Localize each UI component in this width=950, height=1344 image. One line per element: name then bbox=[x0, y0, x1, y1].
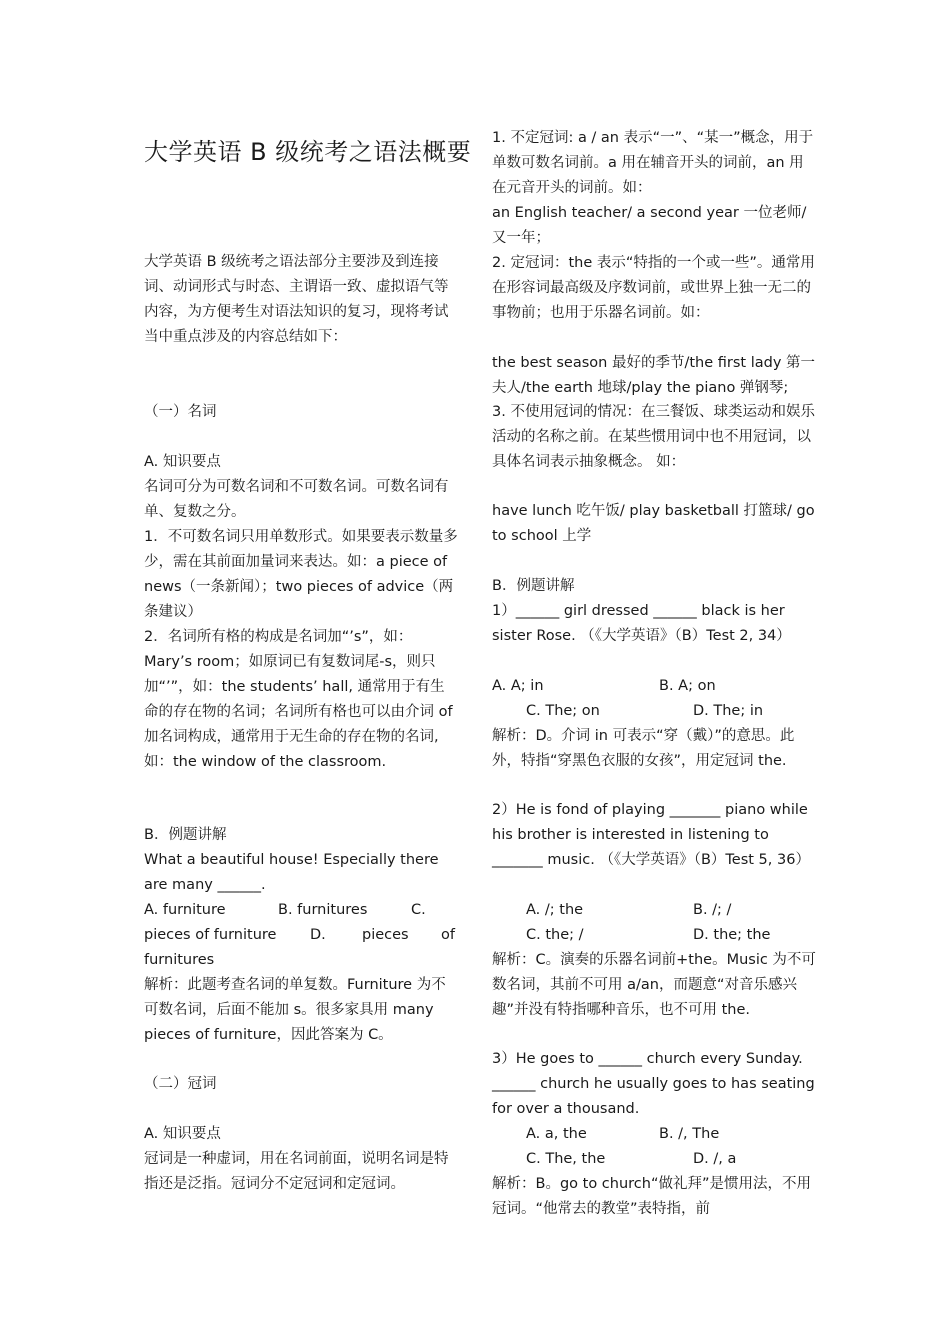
question-2: 2）He is fond of playing _______ piano while his brother is interested in listening to _______ music. （《大学英语》（B）Test 5, 36） bbox=[492, 802, 810, 868]
q3-explanation: 解析：B。go to church“做礼拜”是惯用法，不用冠词。“他常去的教堂”表特指，前 bbox=[492, 1176, 811, 1217]
nouns-paragraph-1: 名词可分为可数名词和不可数名词。可数名词有单、复数之分。 bbox=[144, 479, 449, 520]
option-d-text-3: furnitures bbox=[144, 952, 215, 968]
option-c-text: pieces of furniture bbox=[144, 927, 277, 943]
intro-paragraph: 大学英语 B 级统考之语法部分主要涉及到连接词、动词形式与时态、主谓语一致、虚拟语气等内容，为方便考生对语法知识的复习，现将考试当中重点涉及的内容总结如下： bbox=[144, 254, 449, 345]
nouns-paragraph-2: 1．不可数名词只用单数形式。如果要表示数量多少，需在其前面加量词来表达。如：a piece of news（一条新闻）；two pieces of advice（两条建议） bbox=[144, 529, 458, 620]
q1-option-a: A. A; in bbox=[492, 678, 544, 694]
q2-explanation: 解析：C。演奏的乐器名词前+the。Music 为不可数名词，其前不可用 a/an，而题意“对音乐感兴趣”并没有特指哪种音乐，也不可用 the. bbox=[492, 952, 816, 1018]
indefinite-article-paragraph: 1. 不定冠词: a / an 表示“一”、“某一”概念，用于单数可数名词前。a 用在辅音开头的词前，an 用在元音开头的词前。如： bbox=[492, 130, 814, 196]
definite-article-paragraph: 2. 定冠词：the 表示“特指的一个或一些”。通常用在形容词最高级及序数词前，或世界上独一无二的事物前；也用于乐器名词前。如： bbox=[492, 255, 815, 321]
section-nouns-heading: （一）名词 bbox=[144, 404, 217, 420]
nouns-paragraph-3: 2．名词所有格的构成是名词加“’s”，如：Mary’s room；如原词已有复数词尾-s，则只加“’”，如：the students’ hall, 通常用于有生命的存在物的名词；名词所有格也可以由介词 of 加名词构成，通常用于无生命的存在物的名词, 如：the window of the classroom. bbox=[144, 629, 453, 770]
example-explanation: 解析：此题考查名词的单复数。Furniture 为不可数名词，后面不能加 s。很多家具用 many pieces of furniture，因此答案为 C。 bbox=[144, 977, 446, 1043]
no-article-paragraph: 3. 不使用冠词的情况：在三餐饭、球类运动和娱乐活动的名称之前。在某些惯用词中也不用冠词，以具体名词表示抽象概念。 如： bbox=[492, 404, 815, 470]
question-3: 3）He goes to ______ church every Sunday. ______ church he usually goes to has seating for over a thousand. bbox=[492, 1051, 815, 1117]
articles-paragraph-1: 冠词是一种虚词，用在名词前面，说明名词是特指还是泛指。冠词分不定冠词和定冠词。 bbox=[144, 1151, 449, 1192]
question-1: 1）______ girl dressed ______ black is her sister Rose. （《大学英语》（B）Test 2, 34） bbox=[492, 603, 791, 644]
q2-option-a: A. /; the bbox=[526, 902, 584, 918]
option-a: A. furniture bbox=[144, 902, 226, 918]
q3-option-b: B. /, The bbox=[659, 1126, 720, 1142]
indefinite-article-example: an English teacher/ a second year 一位老师/ 又一年； bbox=[492, 205, 807, 246]
q3-option-d: D. /, a bbox=[693, 1151, 737, 1167]
q3-option-c: C. The, the bbox=[526, 1151, 606, 1167]
q1-option-b: B. A; on bbox=[659, 678, 716, 694]
example-question: What a beautiful house! Especially there are many ______. bbox=[144, 852, 439, 893]
knowledge-points-heading: A. 知识要点 bbox=[144, 454, 221, 470]
q1-option-d: D. The; in bbox=[693, 703, 764, 719]
option-c-label: C. bbox=[411, 902, 426, 918]
option-d-text-2: of bbox=[441, 927, 455, 943]
knowledge-points-heading-2: A. 知识要点 bbox=[144, 1126, 221, 1142]
option-d-text: pieces bbox=[362, 927, 409, 943]
option-d-label: D. bbox=[310, 927, 326, 943]
q3-option-a: A. a, the bbox=[526, 1126, 587, 1142]
q2-option-c: C. the; / bbox=[526, 927, 584, 943]
document-title: 大学英语 B 级统考之语法概要 bbox=[144, 138, 472, 166]
q2-option-b: B. /; / bbox=[693, 902, 732, 918]
q2-option-d: D. the; the bbox=[693, 927, 771, 943]
no-article-example: have lunch 吃午饭/ play basketball 打篮球/ go to school 上学 bbox=[492, 503, 815, 544]
examples-heading-2: B．例题讲解 bbox=[492, 578, 575, 594]
option-b: B. furnitures bbox=[278, 902, 368, 918]
examples-heading: B．例题讲解 bbox=[144, 827, 227, 843]
q1-explanation: 解析：D。介词 in 可表示“穿（戴）”的意思。此外，特指“穿黑色衣服的女孩”，用定冠词 the. bbox=[492, 728, 795, 769]
q1-option-c: C. The; on bbox=[526, 703, 600, 719]
section-articles-heading: （二）冠词 bbox=[144, 1076, 217, 1092]
definite-article-example: the best season 最好的季节/the first lady 第一夫人/the earth 地球/play the piano 弹钢琴; bbox=[492, 355, 816, 396]
